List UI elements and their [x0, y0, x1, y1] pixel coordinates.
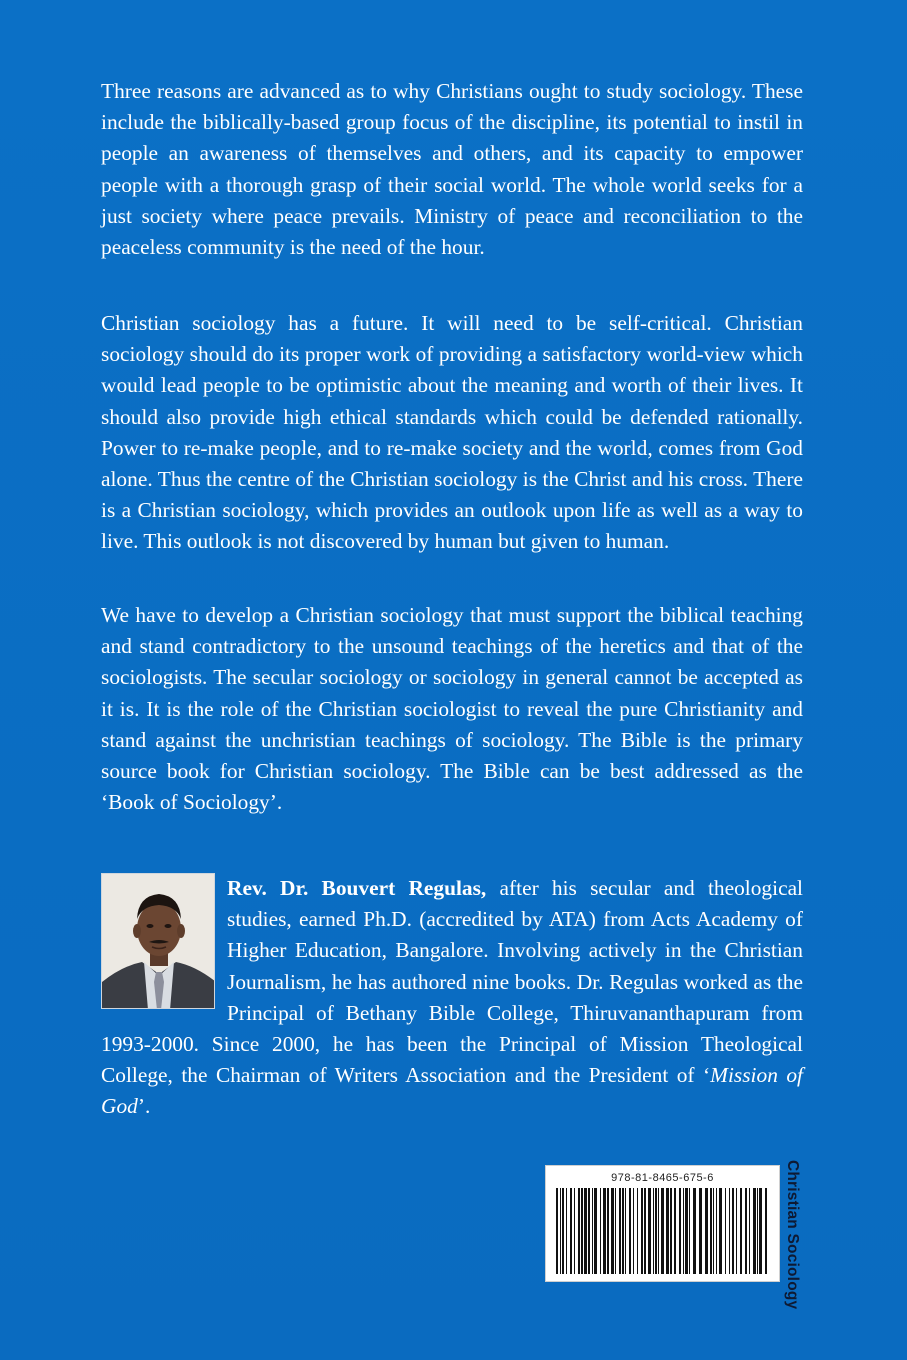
barcode-bar [594, 1188, 597, 1274]
barcode-bar [689, 1188, 690, 1274]
isbn-number: 978-81-8465-675-6 [611, 1172, 714, 1184]
barcode-bar [603, 1188, 606, 1274]
barcode-bar [685, 1188, 688, 1274]
barcode-bar [615, 1188, 616, 1274]
barcode-bar [670, 1188, 672, 1274]
barcode-bar [574, 1188, 575, 1274]
org-name: Mission of God [101, 1063, 803, 1119]
isbn-barcode [545, 1165, 780, 1282]
barcode-bar [625, 1188, 626, 1274]
barcode-bar [581, 1188, 583, 1274]
barcode-bar [592, 1188, 593, 1274]
barcode-bar [732, 1188, 734, 1274]
barcode-bar [641, 1188, 643, 1274]
barcode-bar [719, 1188, 722, 1274]
barcode-bar [637, 1188, 638, 1274]
org-quote-close: ’. [137, 1094, 151, 1119]
barcode-bar [658, 1188, 659, 1274]
barcode-bar [749, 1188, 750, 1274]
barcode-bar [765, 1188, 767, 1274]
blurb-paragraph-3: We have to develop a Christian sociology that must support the biblical teaching and stand contradictory to the unsound teachings of the heretics and that of the sociologists. The secular sociology or sociology in general cannot be accepted as it is. It is the role of the Christian sociologist to reveal the pure Christianity and stand against the unchristian teachings of sociology. The Bible is the primary source book for Christian sociology. The Bible can be best addressed as the ‘Book of Sociology’. [101, 603, 803, 815]
barcode-bar [683, 1188, 684, 1274]
barcode-bar [622, 1188, 624, 1274]
barcode-bar [725, 1188, 726, 1274]
author-bio [101, 873, 803, 1123]
barcode-bar [588, 1188, 590, 1274]
barcode-bar [753, 1188, 756, 1274]
barcode-bar [619, 1188, 621, 1274]
photo-float-spacer [101, 873, 227, 1013]
barcode-bar [713, 1188, 714, 1274]
blurb-paragraph-2: Christian sociology has a future. It will need to be self-critical. Christian sociology should do its proper work of providing a satisfactory world-view which would lead people to be optimistic about the meaning and worth of their lives. It should also provide high ethical standards which could be defended rationally. Power to re-make people, and to re-make society and the world, comes from God alone. Thus the centre of the Christian sociology is the Christ and his cross. There is a Christian sociology, which provides an outlook upon life as well as a way to live. This outlook is not discovered by human but given to human. [101, 311, 803, 554]
barcode-bar [607, 1188, 609, 1274]
barcode-bar [716, 1188, 717, 1274]
barcode-bar [562, 1188, 564, 1274]
author-bio-text: after his secular and theological studies, earned Ph.D. (accredited by ATA) from Acts Academy of Higher Education, Bangalore. Involving actively in the Christian Journalism, he has authored nine books. Dr. Regulas worked as the Principal of Bethany Bible College, Thiruvananthapuram from 1993-2000. Since 2000, he has been the Principal of Mission Theological College, the Chairman of Writers Association and the President of [101, 876, 804, 1088]
barcode-bar [556, 1188, 558, 1274]
barcode-bar [566, 1188, 567, 1274]
barcode-bar [584, 1188, 587, 1274]
barcode-bar [674, 1188, 676, 1274]
barcode-bar [600, 1188, 601, 1274]
barcode-bar [560, 1188, 561, 1274]
barcode-bar [745, 1188, 747, 1274]
barcode-bar [648, 1188, 651, 1274]
barcode-bar [666, 1188, 669, 1274]
barcode-bar [661, 1188, 664, 1274]
barcode-bar [705, 1188, 708, 1274]
org-quote-open: ‘ [703, 1063, 711, 1088]
barcode-bar [644, 1188, 646, 1274]
author-name: Rev. Dr. Bouvert Regulas, [227, 876, 487, 900]
barcode-bar [729, 1188, 730, 1274]
barcode-bar [679, 1188, 681, 1274]
barcode-bar [578, 1188, 580, 1274]
spine-title: Christian Sociology [784, 1160, 801, 1310]
barcode-bar [710, 1188, 712, 1274]
barcode-bar [736, 1188, 737, 1274]
barcode-bar [740, 1188, 742, 1274]
barcode-bar [699, 1188, 702, 1274]
barcode-bar [655, 1188, 657, 1274]
barcode-bar [633, 1188, 634, 1274]
barcode-bars [554, 1188, 771, 1276]
barcode-bar [693, 1188, 696, 1274]
barcode-bar [570, 1188, 572, 1274]
barcode-bar [611, 1188, 614, 1274]
blurb-paragraph-1: Three reasons are advanced as to why Christians ought to study sociology. These include the biblically-based group focus of the discipline, its potential to instil in people an awareness of themselves and others, and its capacity to empower people with a thorough grasp of their social world. The whole world seeks for a just society where peace prevails. Ministry of peace and reconciliation to the peaceless community is the need of the hour. [101, 79, 803, 260]
barcode-bar [757, 1188, 758, 1274]
barcode-bar [759, 1188, 762, 1274]
barcode-bar [629, 1188, 631, 1274]
spine [786, 1160, 816, 1340]
barcode-bar [653, 1188, 654, 1274]
